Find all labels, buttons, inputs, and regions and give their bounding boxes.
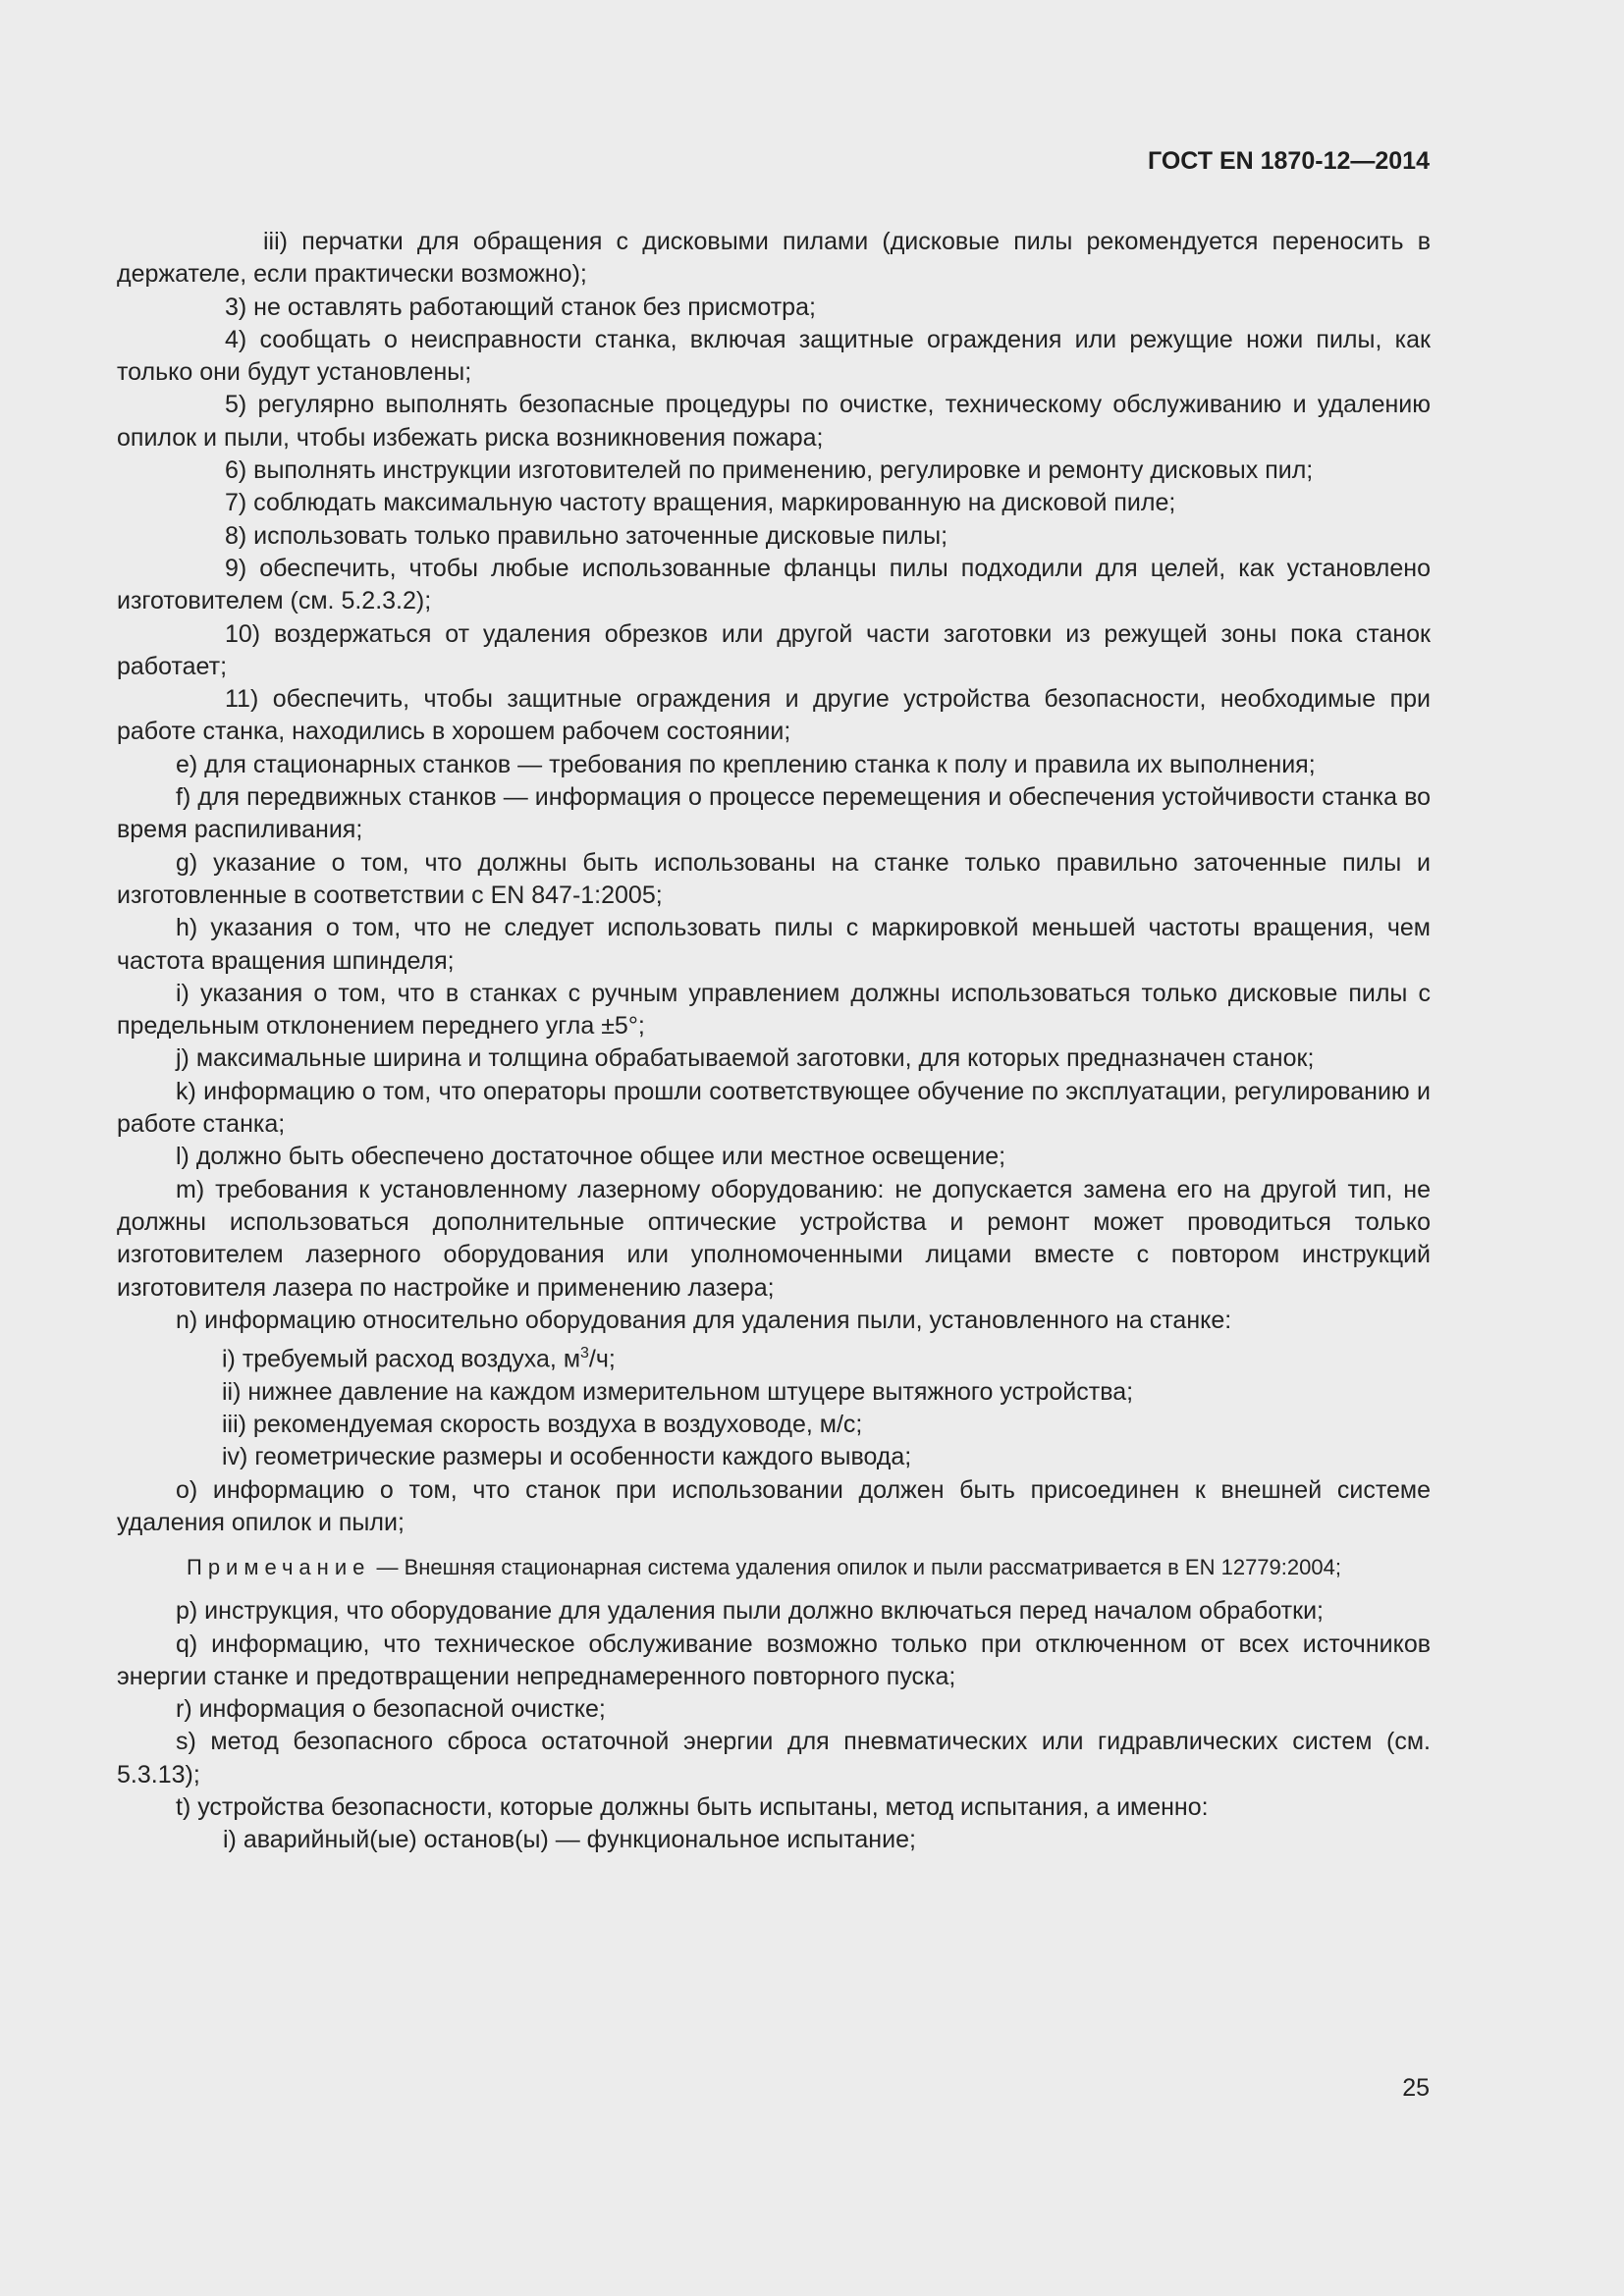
subitem-text: i) требуемый расход воздуха, м xyxy=(222,1345,581,1373)
list-item-iii: iii) перчатки для обращения с дисковыми пилами (дисковые пилы рекомендуется переносить в держателе, если практически возможно); xyxy=(117,228,1431,289)
list-item-q: q) информацию, что техническое обслуживание возможно только при отключенном от всех источников энергии станке и предотвращении непреднамеренного повторного пуска; xyxy=(117,1629,1431,1690)
list-item-8: 8) использовать только правильно заточенные дисковые пилы; xyxy=(225,521,948,550)
list-item-6: 6) выполнять инструкции изготовителей по применению, регулировке и ремонту дисковых пил; xyxy=(225,456,1314,485)
subitem-text-suffix: /ч; xyxy=(588,1345,616,1373)
note-text: — Внешняя стационарная система удаления опилок и пыли рассматривается в EN 12779:2004; xyxy=(370,1555,1341,1580)
list-item-4: 4) сообщать о неисправности станка, включая защитные ограждения или режущие ножи пилы, как только они будут установлены; xyxy=(117,325,1431,387)
list-subitem-n-iii: iii) рекомендуемая скорость воздуха в воздуховоде, м/с; xyxy=(222,1411,863,1439)
list-subitem-n-i xyxy=(117,1337,1431,1376)
list-item-k: k) информацию о том, что операторы прошли соответствующее обучение по эксплуатации, регулированию и работе станка; xyxy=(117,1077,1431,1139)
note-label: Примечание xyxy=(187,1555,371,1580)
list-item-10: 10) воздержаться от удаления обрезков или другой части заготовки из режущей зоны пока станок работает; xyxy=(117,619,1431,680)
list-item-g: g) указание о том, что должны быть использованы на станке только правильно заточенные пилы и изготовленные в соответствии с EN 847-1:2005; xyxy=(117,848,1431,909)
list-item-l: l) должно быть обеспечено достаточное общее или местное освещение; xyxy=(176,1143,1006,1171)
list-subitem-t-i: i) аварийный(ые) останов(ы) — функциональное испытание; xyxy=(223,1826,916,1854)
list-item-h: h) указания о том, что не следует использовать пилы с маркировкой меньшей частоты вращения, чем частота вращения шпинделя; xyxy=(117,914,1431,975)
document-code: ГОСТ EN 1870-12—2014 xyxy=(1148,147,1430,175)
note xyxy=(117,1553,1431,1581)
list-item-t: t) устройства безопасности, которые должны быть испытаны, метод испытания, а именно: xyxy=(176,1792,1209,1821)
list-item-e: e) для стационарных станков — требования по креплению станка к полу и правила их выполнения; xyxy=(176,750,1316,778)
list-subitem-n-ii: ii) нижнее давление на каждом измерительном штуцере вытяжного устройства; xyxy=(222,1377,1134,1406)
list-item-p: p) инструкция, что оборудование для удаления пыли должно включаться перед началом обработки; xyxy=(176,1597,1324,1626)
list-item-i: i) указания о том, что в станках с ручным управлением должны использоваться только дисковые пилы с предельным отклонением переднего угла ±5°; xyxy=(117,979,1431,1041)
list-item-n: n) информацию относительно оборудования для удаления пыли, установленного на станке: xyxy=(176,1306,1232,1334)
list-item-3: 3) не оставлять работающий станок без присмотра; xyxy=(225,293,816,321)
list-item-m: m) требования к установленному лазерному оборудованию: не допускается замена его на другой тип, не должны использоваться дополнительные оптические устройства и ремонт может проводиться только изготовителем лазерного оборудования или уполномоченными лицами вместе с повтором инструкций изготовителя лазера по настройке и применению лазера; xyxy=(117,1175,1431,1302)
list-item-f: f) для передвижных станков — информация о процессе перемещения и обеспечения устойчивости станка во время распиливания; xyxy=(117,783,1431,844)
list-item-o: o) информацию о том, что станок при использовании должен быть присоединен к внешней системе удаления опилок и пыли; xyxy=(117,1475,1431,1536)
list-item-9: 9) обеспечить, чтобы любые использованные фланцы пилы подходили для целей, как установлено изготовителем (см. 5.2.3.2); xyxy=(117,554,1431,615)
list-subitem-n-iv: iv) геометрические размеры и особенности каждого вывода; xyxy=(222,1443,912,1471)
list-item-r: r) информация о безопасной очистке; xyxy=(176,1695,606,1724)
list-item-j: j) максимальные ширина и толщина обрабатываемой заготовки, для которых предназначен станок; xyxy=(176,1044,1315,1073)
list-item-11: 11) обеспечить, чтобы защитные ограждения и другие устройства безопасности, необходимые при работе станка, находились в хорошем рабочем состоянии; xyxy=(117,685,1431,746)
document-body xyxy=(117,226,1431,1857)
superscript: 3 xyxy=(580,1345,589,1362)
list-item-s: s) метод безопасного сброса остаточной энергии для пневматических или гидравлических систем (см. 5.3.13); xyxy=(117,1728,1431,1789)
list-item-7: 7) соблюдать максимальную частоту вращения, маркированную на дисковой пиле; xyxy=(225,489,1176,517)
list-item-5: 5) регулярно выполнять безопасные процедуры по очистке, техническому обслуживанию и удалению опилок и пыли, чтобы избежать риска возникновения пожара; xyxy=(117,391,1431,452)
page-number: 25 xyxy=(1402,2074,1430,2102)
